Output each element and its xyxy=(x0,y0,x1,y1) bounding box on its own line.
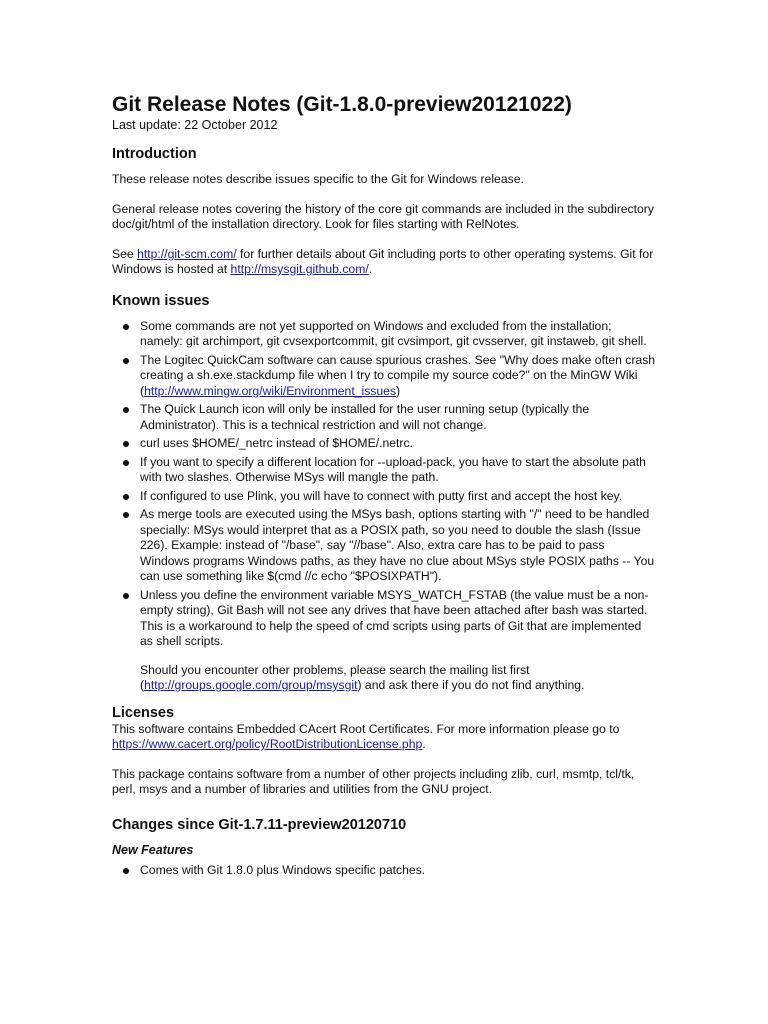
known-issues-list xyxy=(112,319,657,694)
changes-section xyxy=(112,816,657,879)
known-issues-heading: Known issues xyxy=(112,292,210,309)
licenses-text: This software contains Embedded CAcert Root Certificates. For more information please go to xyxy=(112,721,620,736)
note-text: Should you encounter other problems, please search the mailing list first ( xyxy=(140,662,530,692)
intro-paragraph-3 xyxy=(112,247,657,278)
list-item: If you want to specify a different location for --upload-pack, you have to start the absolute path with two slashes. Otherwise MSys will mangle the path. xyxy=(140,455,657,486)
licenses-paragraph-2: This package contains software from a number of other projects including zlib, curl, msmtp, tcl/tk, perl, msys and a number of libraries and utilities from the GNU project. xyxy=(112,766,635,796)
changes-heading: Changes since Git-1.7.11-preview20120710 xyxy=(112,816,407,833)
intro-paragraph-1: These release notes describe issues specific to the Git for Windows release. xyxy=(112,172,524,186)
list-item: As merge tools are executed using the MSys bash, options starting with "/" need to be handled specially: MSys would interpret that as a POSIX path, so you need to double the slash (Issue 226). Example: instead of "/base", say "//base". Also, extra care has to be paid to pass Windows programs Windows paths, as they have no clue about MSys style POSIX paths -- You can use something like $(cmd //c echo "$POSIXPATH"). xyxy=(140,507,657,585)
licenses-section xyxy=(112,704,657,798)
list-item: The Quick Launch icon will only be installed for the user running setup (typically the Administrator). This is a technical restriction and will not change. xyxy=(140,402,657,433)
mailing-list-link[interactable]: http://groups.google.com/group/msysgit xyxy=(144,678,358,692)
known-issues-section xyxy=(112,292,657,694)
page-title: Git Release Notes (Git-1.8.0-preview20121022) xyxy=(112,93,572,116)
issue-text: ) xyxy=(396,383,401,398)
intro-text-c: . xyxy=(368,262,373,276)
new-features-heading: New Features xyxy=(112,842,194,857)
licenses-paragraph-1 xyxy=(112,722,657,753)
list-item: If configured to use Plink, you will have to connect with putty first and accept the host key. xyxy=(140,489,657,505)
licenses-text: . xyxy=(422,737,426,751)
mailing-list-note xyxy=(140,663,657,694)
intro-paragraph-2: General release notes covering the history of the core git commands are included in the subdirectory doc/git/html of the installation directory. Look for files starting with RelNotes. xyxy=(112,201,654,231)
document-body xyxy=(112,145,657,889)
msysgit-github-link[interactable]: http://msysgit.github.com/ xyxy=(230,262,369,276)
introduction-section xyxy=(112,145,657,278)
last-update: Last update: 22 October 2012 xyxy=(112,118,278,132)
issue-text: Unless you define the environment variable MSYS_WATCH_FSTAB (the value must be a non-empty string), Git Bash will not see any drives that have been attached after bash was started. This is a workaround to help the speed of cmd scripts using parts of Git that are implemented as shell scripts. xyxy=(140,587,649,648)
cacert-license-link[interactable]: https://www.cacert.org/policy/RootDistributionLicense.php xyxy=(112,737,423,751)
intro-text-b: for further details about Git including ports to other operating systems. Git for Windows is hosted at xyxy=(112,246,654,276)
note-text: ) and ask there if you do not find anything. xyxy=(357,678,585,692)
list-item: curl uses $HOME/_netrc instead of $HOME/.netrc. xyxy=(140,436,657,452)
mingw-wiki-link[interactable]: http://www.mingw.org/wiki/Environment_issues xyxy=(144,383,397,398)
list-item: Comes with Git 1.8.0 plus Windows specific patches. xyxy=(140,863,657,879)
git-scm-link[interactable]: http://git-scm.com/ xyxy=(137,246,237,261)
issue-text: The Logitec QuickCam software can cause spurious crashes. See "Why does make often crash creating a sh.exe.stackdump file when I try to compile my source code?" on the MinGW Wiki ( xyxy=(140,352,656,398)
new-features-list xyxy=(112,863,657,879)
introduction-heading: Introduction xyxy=(112,146,197,162)
intro-text-a: See xyxy=(112,246,138,261)
licenses-heading: Licenses xyxy=(112,704,175,721)
list-item: Some commands are not yet supported on Windows and excluded from the installation; namely: git archimport, git cvsexportcommit, git cvsimport, git cvsserver, git instaweb, git shell. xyxy=(140,319,657,350)
list-item xyxy=(140,588,657,694)
list-item xyxy=(140,353,657,400)
